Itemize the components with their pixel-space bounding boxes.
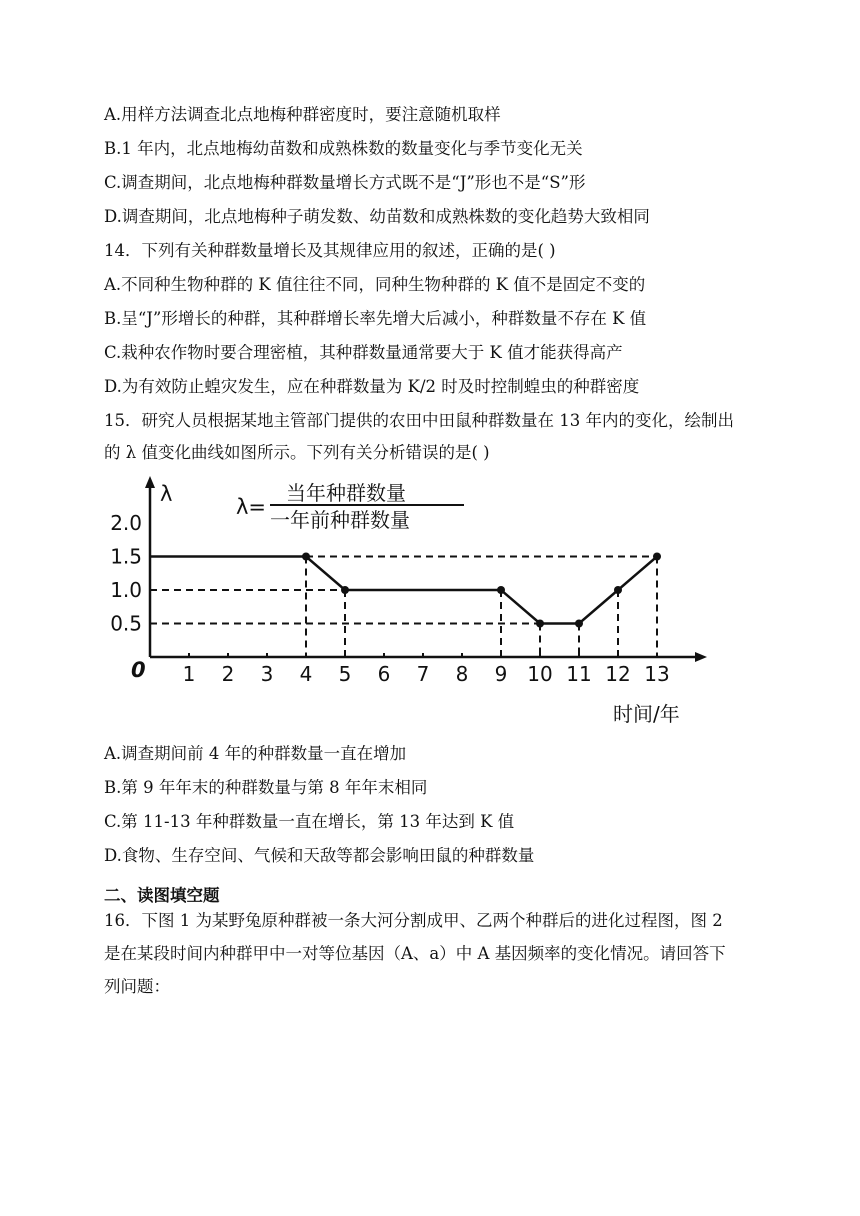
y-axis-arrow [145,476,155,488]
q16-line1: 16．下图 1 为某野兔原种群被一条大河分割成甲、乙两个种群后的进化过程图，图 2 [104,911,723,930]
x-tick-label: 7 [416,662,430,686]
data-point [653,553,661,561]
q13-option-d: D.调查期间，北点地梅种子萌发数、幼苗数和成熟株数的变化趋势大致相同 [104,207,650,226]
data-point [302,553,310,561]
x-tick-label: 1 [182,662,196,686]
y-tick-label: 1.0 [110,578,142,602]
q15-option-d: D.食物、生存空间、气候和天敌等都会影响田鼠的种群数量 [104,846,535,865]
x-tick-label: 6 [377,662,391,686]
x-tick-label: 3 [260,662,274,686]
q14-option-a: A.不同种生物种群的 K 值往往不同，同种生物种群的 K 值不是固定不变的 [104,275,646,294]
q16-line2: 是在某段时间内种群甲中一对等位基因（A、a）中 A 基因频率的变化情况。请回答下 [104,944,726,963]
x-tick-label: 12 [605,662,631,686]
data-point [536,620,544,628]
q15-stem-line1: 15．研究人员根据某地主管部门提供的农田中田鼠种群数量在 13 年内的变化，绘制出 [104,411,734,430]
y-tick-label: 2.0 [110,511,142,535]
x-axis-arrow [695,652,707,662]
q15-option-c: C.第 11-13 年种群数量一直在增长，第 13 年达到 K 值 [104,812,515,831]
q14-option-d: D.为有效防止蝗灾发生，应在种群数量为 K/2 时及时控制蝗虫的种群密度 [104,377,640,396]
section-title: 二、读图填空题 [104,886,220,905]
data-point [497,586,505,594]
chart-xlabel: 时间/年 [613,702,680,726]
chart-formula-numerator: 当年种群数量 [286,481,406,505]
lambda-chart [100,474,710,732]
chart-axes [145,476,707,662]
x-tick-label: 8 [455,662,469,686]
q15-stem-line2: 的 λ 值变化曲线如图所示。下列有关分析错误的是( ) [104,443,490,462]
q14-option-c: C.栽种农作物时要合理密植，其种群数量通常要大于 K 值才能获得高产 [104,343,623,362]
q14-option-b: B.呈“J”形增长的种群，其种群增长率先增大后减小，种群数量不存在 K 值 [104,309,647,328]
y-tick-label: 0.5 [110,611,142,636]
x-tick-label: 11 [566,662,592,686]
chart-origin: 0 [131,658,146,682]
q15-option-a: A.调查期间前 4 年的种群数量一直在增加 [104,744,407,763]
q15-option-b: B.第 9 年年末的种群数量与第 8 年年末相同 [104,778,428,797]
data-point [341,586,349,594]
chart-formula-lhs: λ= [236,495,267,519]
chart-formula-denominator: 一年前种群数量 [270,508,410,532]
x-tick-label: 4 [299,662,313,686]
x-tick-label: 9 [494,662,508,686]
q13-option-c: C.调查期间，北点地梅种群数量增长方式既不是“J”形也不是“S”形 [104,173,586,192]
x-tick-label: 10 [527,662,553,686]
chart-guide-lines [150,557,657,658]
data-point [614,586,622,594]
y-tick-label: 1.5 [110,544,142,569]
chart-labels [110,511,670,686]
data-point [575,620,583,628]
chart-ylabel: λ [160,482,173,506]
q13-option-a: A.用样方法调查北点地梅种群密度时，要注意随机取样 [104,105,501,124]
q16-line3: 列问题： [104,977,170,996]
q13-option-b: B.1 年内，北点地梅幼苗数和成熟株数的数量变化与季节变化无关 [104,139,583,158]
x-tick-label: 13 [644,662,670,686]
q14-stem: 14．下列有关种群数量增长及其规律应用的叙述，正确的是( ) [104,241,556,260]
x-tick-label: 5 [338,662,352,686]
x-tick-label: 2 [221,662,235,686]
